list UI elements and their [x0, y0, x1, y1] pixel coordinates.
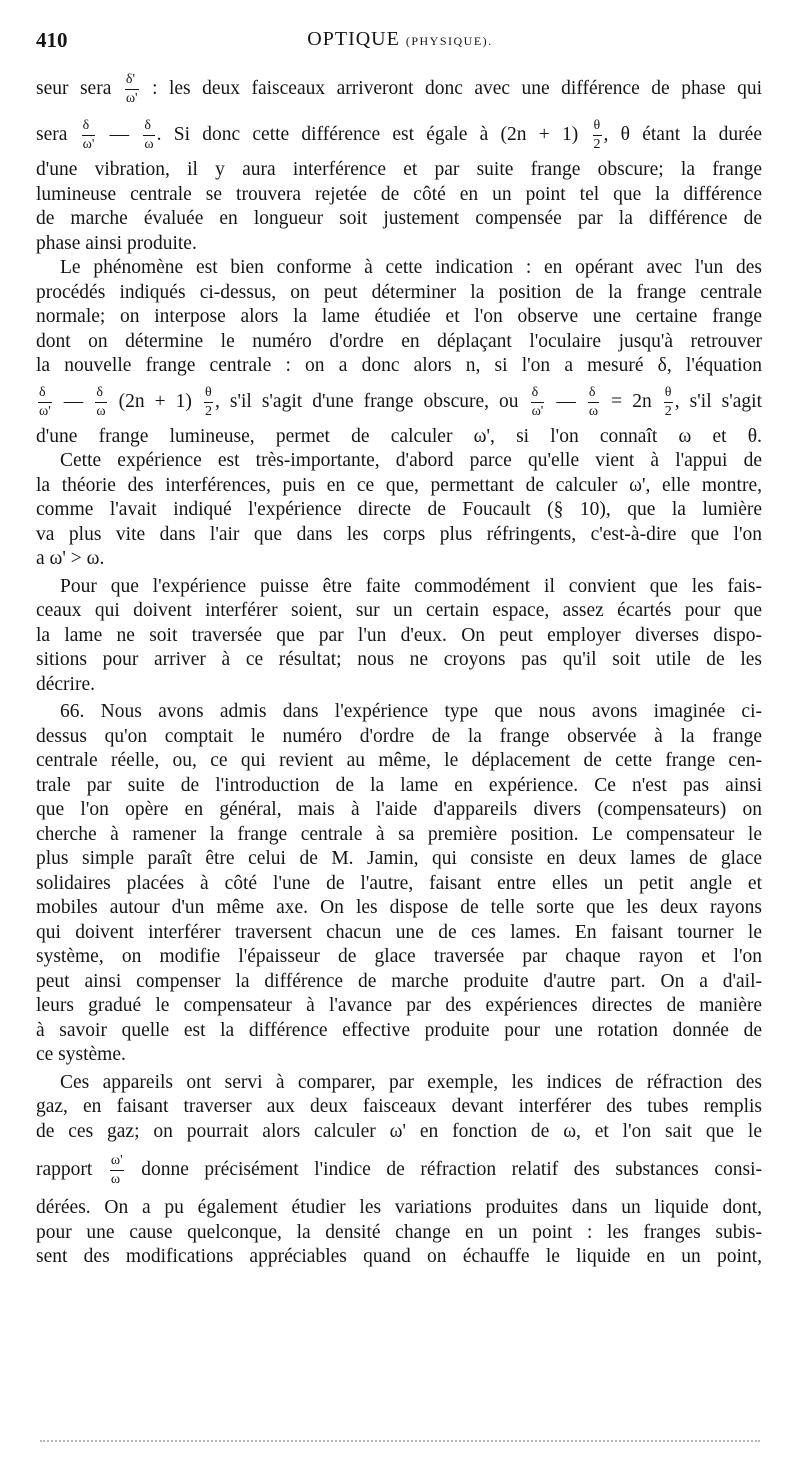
- running-title-sub: (PHYSIQUE).: [405, 34, 493, 48]
- text-line: [36, 970, 762, 995]
- text-segment: lumineuse centrale se trouvera rejetée de côté en un point tel que la différence: [36, 183, 762, 205]
- text-segment: Pour que l'expérience puisse être faite commodément il convient que les fais-: [60, 575, 762, 597]
- text-line: [36, 305, 762, 330]
- text-segment: plus simple paraît être celui de M. Jamin, qui consiste en deux lames de glace: [36, 848, 762, 869]
- text-line: [36, 725, 762, 750]
- text-line: [36, 112, 762, 158]
- fraction-numerator: ω': [110, 1154, 124, 1171]
- fraction-denominator: ω': [39, 403, 51, 419]
- text-line: [36, 1144, 762, 1196]
- text-line: [36, 896, 762, 921]
- fraction-numerator: θ: [664, 386, 673, 403]
- text-segment: solidaires placées à côté l'une de l'autre, faisant entre elles un petit angle et: [36, 872, 762, 894]
- text-segment: . Si donc cette différence est égale à (2n + 1): [156, 124, 591, 145]
- fraction-numerator: δ: [82, 119, 96, 136]
- text-line: [36, 425, 762, 450]
- text-segment: , θ étant la durée: [603, 124, 762, 145]
- fraction: [204, 386, 213, 419]
- fraction-denominator: ω: [110, 1172, 121, 1188]
- text-line: [36, 256, 762, 281]
- text-segment: peut ainsi compenser la différence de marche produite d'autre part. On a d'ail-: [36, 970, 762, 992]
- text-line: [36, 774, 762, 799]
- fraction-numerator: δ: [38, 386, 52, 403]
- text-segment: : les deux faisceaux arriveront donc avec une différence de phase qui: [140, 78, 762, 99]
- text-segment: va plus vite dans l'air que dans les corps plus réfringents, c'est-à-dire que l'on: [36, 523, 762, 545]
- text-line: [36, 823, 762, 848]
- text-segment: Cette expérience est très-importante, d'abord parce qu'elle vient à l'appui de: [60, 450, 762, 471]
- running-title: [36, 28, 764, 51]
- text-segment: rapport: [36, 1159, 108, 1180]
- text-segment: décrire.: [36, 673, 95, 695]
- text-segment: qui doivent interférer traversent chacun une de ces lames. En faisant tourner le: [36, 921, 762, 943]
- page-number: 410: [36, 28, 68, 52]
- text-line: [36, 523, 762, 548]
- text-line: [36, 1221, 762, 1246]
- text-segment: seur sera: [36, 78, 123, 99]
- text-line: [36, 498, 762, 523]
- text-line: [36, 330, 762, 355]
- text-line: [36, 673, 762, 698]
- fraction-denominator: ω: [144, 137, 154, 153]
- text-segment: procédés indiqués ci-dessus, on peut déterminer la position de la frange centrale: [36, 281, 762, 303]
- text-segment: Le phénomène est bien conforme à cette indication : en opérant avec l'un des: [60, 257, 762, 278]
- fraction: [143, 119, 154, 152]
- text-segment: 66. Nous avons admis dans l'expérience type que nous avons imaginée ci-: [60, 701, 762, 722]
- text-line: [36, 232, 762, 257]
- text-segment: d'une vibration, il y aura interférence et par suite frange obscure; la frange: [36, 159, 762, 180]
- text-segment: à savoir quelle est la différence effective produite pour une rotation donnée de: [36, 1019, 762, 1041]
- text-line: [36, 379, 762, 425]
- text-line: [36, 624, 762, 649]
- text-line: [36, 575, 762, 600]
- text-line: [36, 183, 762, 208]
- body-text: [36, 66, 762, 1270]
- text-segment: sitions pour arriver à ce résultat; nous ne croyons pas qu'il soit utile de les: [36, 649, 762, 670]
- fraction: [593, 119, 602, 152]
- fraction-numerator: δ: [588, 386, 599, 403]
- running-header: [36, 28, 764, 58]
- fraction-denominator: ω': [531, 403, 544, 419]
- text-segment: phase ainsi produite.: [36, 232, 197, 254]
- text-line: [36, 700, 762, 725]
- text-line: [36, 1071, 762, 1096]
- text-line: [36, 648, 762, 673]
- text-segment: centrale réelle, ou, ce qui revient au même, le déplacement de cette frange cen-: [36, 750, 762, 771]
- fraction-numerator: θ: [204, 386, 213, 403]
- fraction-numerator: θ: [593, 119, 602, 136]
- text-line: [36, 921, 762, 946]
- text-segment: comme l'avait indiqué l'expérience directe de Foucault (§ 10), que la lumière: [36, 499, 762, 520]
- text-segment: sent des modifications appréciables quand on échauffe le liquide en un point,: [36, 1246, 762, 1267]
- text-line: [36, 847, 762, 872]
- text-line: [36, 449, 762, 474]
- fraction: [38, 386, 52, 419]
- text-segment: Ces appareils ont servi à comparer, par exemple, les indices de réfraction des: [60, 1071, 762, 1093]
- text-line: [36, 1043, 762, 1068]
- text-segment: , s'il s'agit d'une frange obscure, ou: [214, 390, 529, 412]
- text-line: [36, 1196, 762, 1221]
- text-segment: , s'il s'agit: [674, 390, 762, 412]
- text-segment: ceaux qui doivent interférer soient, sur un certain espace, assez écartés pour que: [36, 600, 762, 621]
- fraction-denominator: 2: [664, 403, 672, 419]
- fraction: [531, 386, 545, 419]
- text-segment: de ces gaz; on pourrait alors calculer ω' en fonction de ω, et l'on sait que le: [36, 1120, 762, 1142]
- fraction-denominator: ω': [82, 137, 95, 153]
- fraction-denominator: ω: [588, 403, 599, 419]
- page-bottom-rule: [40, 1440, 760, 1442]
- text-segment: dont on détermine le numéro d'ordre en déplaçant l'oculaire jusqu'à retrouver: [36, 330, 762, 352]
- running-title-main: OPTIQUE: [307, 28, 400, 50]
- text-line: [36, 547, 762, 572]
- fraction: [82, 119, 96, 152]
- text-line: [36, 281, 762, 306]
- text-segment: que l'on opère en général, mais à l'aide d'appareils divers (compensateurs) on: [36, 799, 762, 820]
- text-segment: leurs gradué le compensateur à l'avance par des expériences directes de manière: [36, 995, 762, 1016]
- text-segment: cherche à ramener la frange centrale à sa première position. Le compensateur le: [36, 823, 762, 845]
- text-segment: = 2n: [601, 390, 662, 412]
- text-segment: gaz, en faisant traverser aux deux faisceaux devant interférer des tubes remplis: [36, 1096, 762, 1117]
- text-line: [36, 872, 762, 897]
- text-line: [36, 1120, 762, 1145]
- text-line: [36, 474, 762, 499]
- text-line: [36, 1095, 762, 1120]
- text-segment: dérées. On a pu également étudier les variations produites dans un liquide dont,: [36, 1197, 762, 1218]
- fraction-numerator: δ': [125, 73, 139, 90]
- fraction-numerator: δ: [95, 386, 106, 403]
- text-segment: la théorie des interférences, puis en ce que, permettant de calculer ω', elle montre,: [36, 474, 762, 496]
- text-line: [36, 158, 762, 183]
- text-segment: la lame ne soit traversée que par l'un d'eux. On peut employer diverses dispo-: [36, 624, 762, 646]
- text-line: [36, 798, 762, 823]
- fraction-denominator: 2: [593, 137, 601, 153]
- fraction-numerator: δ: [143, 119, 154, 136]
- text-segment: donne précisément l'indice de réfraction relatif des substances consi-: [125, 1159, 762, 1180]
- fraction-denominator: ω': [125, 91, 138, 107]
- fraction: [125, 73, 139, 106]
- text-segment: dessus qu'on comptait le numéro d'ordre de la frange observée à la frange: [36, 725, 762, 747]
- text-segment: de marche évaluée en longueur soit justement compensée par la différence de: [36, 208, 762, 229]
- text-segment: —: [97, 124, 142, 145]
- text-segment: d'une frange lumineuse, permet de calculer ω', si l'on connaît ω et θ.: [36, 425, 762, 447]
- text-segment: a ω' > ω.: [36, 548, 105, 569]
- text-line: [36, 599, 762, 624]
- text-segment: système, on modifie l'épaisseur de glace traversée par chaque rayon et l'on: [36, 946, 762, 967]
- text-line: [36, 994, 762, 1019]
- fraction: [664, 386, 673, 419]
- fraction: [588, 386, 599, 419]
- text-line: [36, 66, 762, 112]
- text-segment: trale par suite de l'introduction de la lame en expérience. Ce n'est pas ainsi: [36, 774, 762, 796]
- text-segment: mobiles autour d'un même axe. On les dispose de telle sorte que les deux rayons: [36, 897, 762, 918]
- fraction: [95, 386, 106, 419]
- text-line: [36, 1019, 762, 1044]
- text-line: [36, 945, 762, 970]
- fraction-numerator: δ: [531, 386, 545, 403]
- fraction: [110, 1154, 124, 1187]
- text-segment: normale; on interpose alors la lame étudiée et l'on observe une certaine frange: [36, 306, 762, 327]
- fraction-denominator: ω: [96, 403, 106, 419]
- text-line: [36, 207, 762, 232]
- text-segment: —: [53, 390, 94, 412]
- text-line: [36, 1245, 762, 1270]
- text-line: [36, 354, 762, 379]
- text-line: [36, 749, 762, 774]
- text-segment: pour une cause quelconque, la densité change en un point : les franges subis-: [36, 1221, 762, 1243]
- text-segment: —: [546, 390, 586, 412]
- text-segment: (2n + 1): [108, 390, 202, 412]
- text-segment: la nouvelle frange centrale : on a donc alors n, si l'on a mesuré δ, l'équation: [36, 355, 762, 376]
- text-segment: sera: [36, 124, 80, 145]
- fraction-denominator: 2: [204, 403, 212, 419]
- text-segment: ce système.: [36, 1044, 126, 1065]
